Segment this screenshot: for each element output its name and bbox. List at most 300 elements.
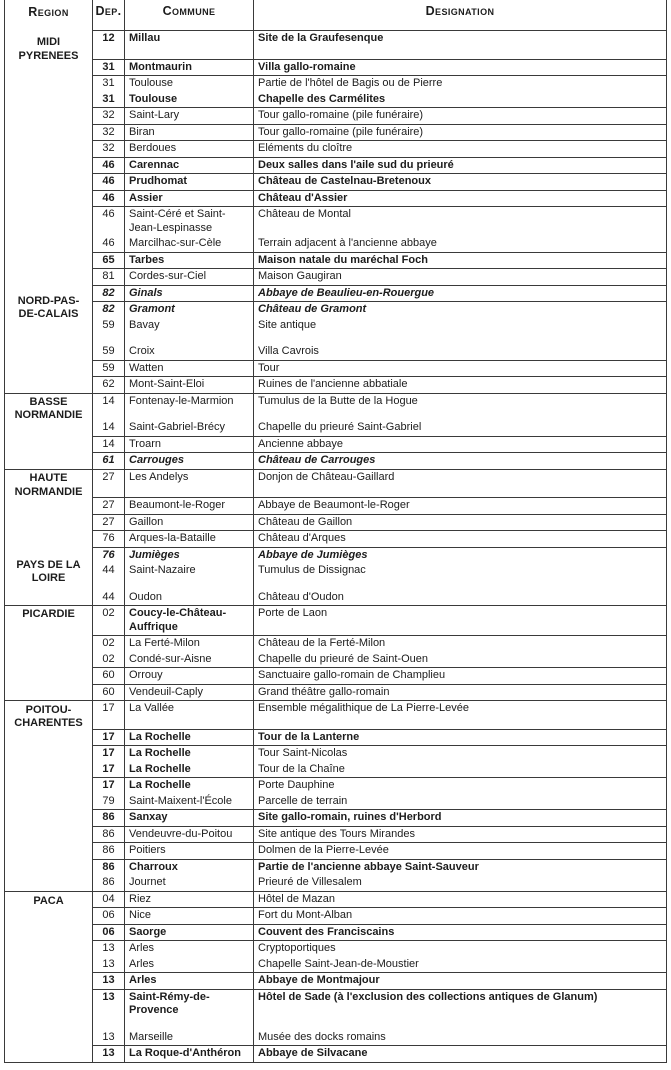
designation-cell: Dolmen de la Pierre-Levée [258, 844, 389, 856]
row-block [93, 989, 666, 1046]
table-row [93, 778, 666, 794]
table-row [93, 762, 666, 778]
region-label-line: BASSE [29, 395, 68, 408]
commune-cell: Ginals [125, 286, 254, 302]
table-row [93, 498, 666, 514]
dep-cell: 12 [93, 31, 125, 59]
table-row [93, 141, 666, 157]
row-block [93, 859, 666, 891]
region-label-line: PACA [33, 894, 64, 907]
commune-cell: Mont-Saint-Eloi [125, 377, 254, 393]
row-block [93, 75, 666, 107]
designation-cell: Ruines de l'ancienne abbatiale [258, 378, 408, 390]
commune-cell: La Vallée [125, 701, 254, 729]
row-block [93, 452, 666, 469]
designation-cell: Hôtel de Mazan [258, 892, 336, 905]
region-label [5, 472, 92, 499]
table-row [93, 636, 666, 652]
designation-cell: Partie de l'ancienne abbaye Saint-Sauveur [258, 860, 479, 873]
designation-cell: Fort du Mont-Alban [258, 909, 353, 921]
band-body [93, 606, 666, 700]
band-body [93, 394, 666, 469]
row-block [93, 436, 666, 453]
dep-cell: 46 [93, 158, 125, 174]
dep-cell: 17 [93, 730, 125, 746]
designation-cell: Tumulus de la Butte de la Hogue [258, 394, 418, 407]
row-block [93, 777, 666, 809]
dep-cell: 27 [93, 470, 125, 498]
row-block [93, 394, 666, 436]
dep-cell: 76 [93, 548, 125, 564]
row-block [93, 684, 666, 701]
designation-cell: Tour [258, 361, 280, 374]
row-block [93, 842, 666, 859]
commune-cell: Biran [125, 125, 254, 141]
row-block [93, 826, 666, 843]
dep-cell: 17 [93, 701, 125, 729]
commune-cell: Charroux [125, 860, 254, 876]
dep-cell: 46 [93, 236, 125, 252]
dep-cell: 81 [93, 269, 125, 285]
designation-cell: Chapelle Saint-Jean-de-Moustier [258, 957, 419, 970]
commune-cell: Watten [125, 361, 254, 377]
designation-cell: Donjon de Château-Gaillard [258, 470, 395, 483]
row-block [93, 124, 666, 141]
region-label-line: DE-CALAIS [18, 308, 79, 321]
designation-cell: Terrain adjacent à l'ancienne abbaye [258, 237, 437, 249]
table-row [93, 318, 666, 334]
commune-cell: Nice [125, 908, 254, 924]
region-label-line: NORMANDIE [14, 409, 83, 422]
table-row [93, 302, 666, 318]
commune-cell: Assier [125, 191, 254, 207]
region-cell [5, 31, 93, 393]
table-row [93, 990, 666, 1019]
row-block [93, 972, 666, 989]
dep-cell: 32 [93, 108, 125, 124]
commune-cell: Journet [125, 875, 254, 891]
row-block [93, 547, 666, 606]
row-block [93, 252, 666, 269]
designation-cell: Château d'Oudon [258, 590, 344, 603]
dep-cell: 02 [93, 636, 125, 652]
table-row [93, 92, 666, 108]
designation-cell: Maison Gaugiran [258, 270, 342, 282]
dep-cell: 14 [93, 394, 125, 410]
commune-cell: Prudhomat [125, 174, 254, 190]
designation-cell: Abbaye de Silvacane [258, 1047, 368, 1059]
table-row [93, 286, 666, 302]
table-row [93, 730, 666, 746]
region-band [5, 701, 666, 892]
table-row [93, 606, 666, 635]
designation-cell: Château d'Assier [258, 191, 348, 204]
table-row [93, 31, 666, 59]
designation-cell: Hôtel de Sade (à l'exclusion des collections antiques de Glanum) [258, 990, 598, 1003]
designation-cell: Couvent des Franciscains [258, 925, 395, 938]
row-block [93, 206, 666, 252]
row-block [93, 59, 666, 76]
region-band [5, 470, 666, 607]
table-row [93, 409, 666, 436]
row-block [93, 301, 666, 360]
designation-cell: Château de la Ferté-Milon [258, 637, 386, 649]
row-block [93, 1045, 666, 1062]
commune-cell: Beaumont-le-Roger [125, 498, 254, 514]
table-row [93, 892, 666, 908]
row-block [93, 729, 666, 746]
commune-cell: Fontenay-le-Marmion [125, 394, 254, 410]
region-label-line: PAYS DE LA [16, 558, 81, 571]
region-label-line: NORD-PAS- [17, 294, 80, 307]
dep-cell: 32 [93, 125, 125, 141]
region-label-line: CHARENTES [14, 717, 83, 730]
table-row [93, 810, 666, 826]
row-block [93, 497, 666, 514]
commune-cell: Montmaurin [125, 60, 254, 76]
dep-cell: 62 [93, 377, 125, 393]
dep-cell: 60 [93, 668, 125, 684]
designation-cell: Chapelle du prieuré Saint-Gabriel [258, 421, 422, 433]
table-row [93, 701, 666, 729]
band-body [93, 470, 666, 606]
row-block [93, 530, 666, 547]
commune-cell: La Rochelle [125, 746, 254, 762]
dep-cell: 59 [93, 333, 125, 360]
row-block [93, 157, 666, 174]
dep-cell: 59 [93, 318, 125, 334]
table-row [93, 827, 666, 843]
designation-cell: Parcelle de terrain [258, 794, 348, 807]
row-block [93, 635, 666, 667]
row-block [93, 268, 666, 285]
dep-cell: 06 [93, 925, 125, 941]
row-block [93, 667, 666, 684]
table-row [93, 158, 666, 174]
designation-cell: Prieuré de Villesalem [258, 876, 362, 888]
designation-cell: Grand théâtre gallo-romain [258, 685, 390, 698]
table-row [93, 1019, 666, 1046]
commune-cell: Poitiers [125, 843, 254, 859]
row-block [93, 285, 666, 302]
designation-cell: Abbaye de Beaulieu-en-Rouergue [258, 286, 435, 299]
commune-cell: Carrouges [125, 453, 254, 469]
designation-cell: Villa Cavrois [258, 345, 319, 357]
table-row [93, 333, 666, 360]
region-label-line: MIDI [36, 36, 61, 49]
column-header-region: Region [5, 0, 93, 31]
column-header-dep: Dep. [93, 0, 125, 31]
commune-cell: Saint-Maixent-l'École [125, 794, 254, 810]
row-block [93, 360, 666, 377]
designation-cell: Château de Castelnau-Bretenoux [258, 175, 431, 187]
commune-cell: Saint-Lary [125, 108, 254, 124]
designation-cell: Abbaye de Jumièges [258, 548, 368, 561]
commune-cell: Coucy-le-Château-Auffrique [125, 606, 254, 635]
table-row [93, 794, 666, 810]
designation-cell: Abbaye de Montmajour [258, 974, 380, 986]
commune-cell: Saint-Rémy-de-Provence [125, 990, 254, 1019]
table-row [93, 437, 666, 453]
dep-cell: 82 [93, 286, 125, 302]
band-body [93, 701, 666, 891]
table-row [93, 470, 666, 498]
column-header-designation: Designation [254, 0, 666, 31]
designation-cell: Porte de Laon [258, 607, 328, 619]
dep-cell: 02 [93, 652, 125, 668]
dep-cell: 86 [93, 810, 125, 826]
row-block [93, 190, 666, 207]
commune-cell: Oudon [125, 579, 254, 606]
region-cell [5, 470, 93, 606]
row-block [93, 173, 666, 190]
dep-cell: 13 [93, 941, 125, 957]
region-band [5, 892, 666, 1063]
commune-cell: Vendeuil-Caply [125, 685, 254, 701]
designation-cell: Musée des docks romains [258, 1030, 386, 1043]
commune-cell: Toulouse [125, 92, 254, 108]
table-row [93, 957, 666, 973]
designation-cell: Site antique des Tours Mirandes [258, 827, 415, 840]
commune-cell: Jumièges [125, 548, 254, 564]
region-band [5, 31, 666, 394]
designation-cell: Villa gallo-romaine [258, 60, 356, 73]
commune-cell: Arles [125, 941, 254, 957]
row-block [93, 701, 666, 729]
table-row [93, 746, 666, 762]
dep-cell: 17 [93, 746, 125, 762]
table-row [93, 361, 666, 377]
designation-cell: Site de la Graufesenque [258, 32, 384, 44]
designation-cell: Chapelle des Carmélites [258, 92, 386, 105]
dep-cell: 31 [93, 76, 125, 92]
commune-cell: Toulouse [125, 76, 254, 92]
row-block [93, 606, 666, 635]
region-cell [5, 701, 93, 891]
region-label [5, 559, 92, 586]
commune-cell: Bavay [125, 318, 254, 334]
table-row [93, 973, 666, 989]
dep-cell: 86 [93, 827, 125, 843]
region-cell [5, 606, 93, 700]
designation-cell: Cryptoportiques [258, 942, 336, 954]
row-block [93, 940, 666, 972]
dep-cell: 76 [93, 531, 125, 547]
row-block [93, 514, 666, 531]
commune-cell: Saint-Gabriel-Brécy [125, 409, 254, 436]
row-block [93, 892, 666, 908]
designation-cell: Château de Gramont [258, 303, 367, 315]
table-row [93, 531, 666, 547]
table-row [93, 394, 666, 410]
row-block [93, 107, 666, 124]
commune-cell: Saorge [125, 925, 254, 941]
designation-cell: Chapelle du prieuré de Saint-Ouen [258, 652, 429, 665]
row-block [93, 470, 666, 498]
dep-cell: 13 [93, 1019, 125, 1046]
region-label-line: POITOU- [25, 703, 72, 716]
dep-cell: 86 [93, 860, 125, 876]
dep-cell: 46 [93, 174, 125, 190]
table-row [93, 76, 666, 92]
commune-cell: La Rochelle [125, 778, 254, 794]
table-row [93, 563, 666, 579]
table-row [93, 860, 666, 876]
row-block [93, 745, 666, 777]
commune-cell: Vendeuvre-du-Poitou [125, 827, 254, 843]
region-label [5, 36, 92, 63]
region-label-line: PICARDIE [22, 607, 75, 620]
band-body [93, 31, 666, 393]
table-row [93, 269, 666, 285]
dep-cell: 13 [93, 957, 125, 973]
dep-cell: 44 [93, 563, 125, 579]
dep-cell: 14 [93, 409, 125, 436]
commune-cell: Marcilhac-sur-Cèle [125, 236, 254, 252]
commune-cell: Arles [125, 957, 254, 973]
designation-cell: Site antique [258, 318, 317, 331]
dep-cell: 65 [93, 253, 125, 269]
commune-cell: Les Andelys [125, 470, 254, 498]
commune-cell: Carennac [125, 158, 254, 174]
table-row [93, 174, 666, 190]
designation-cell: Château de Montal [258, 208, 351, 220]
dep-cell: 46 [93, 207, 125, 236]
table-row [93, 453, 666, 469]
dep-cell: 27 [93, 515, 125, 531]
row-block [93, 809, 666, 826]
region-label-line: NORMANDIE [14, 485, 83, 498]
dep-cell: 32 [93, 141, 125, 157]
table-row [93, 941, 666, 957]
designation-cell: Tumulus de Dissignac [258, 564, 366, 576]
commune-cell: Arles [125, 973, 254, 989]
commune-cell: Cordes-sur-Ciel [125, 269, 254, 285]
table-row [93, 668, 666, 684]
commune-cell: La Rochelle [125, 730, 254, 746]
dep-cell: 44 [93, 579, 125, 606]
dep-cell: 06 [93, 908, 125, 924]
dep-cell: 61 [93, 453, 125, 469]
designation-cell: Château d'Arques [258, 532, 346, 544]
row-block [93, 31, 666, 59]
dep-cell: 59 [93, 361, 125, 377]
region-label [5, 295, 92, 322]
table-row [93, 908, 666, 924]
designation-cell: Deux salles dans l'aile sud du prieuré [258, 158, 454, 171]
table-row [93, 843, 666, 859]
dep-cell: 13 [93, 973, 125, 989]
commune-cell: Saint-Céré et Saint-Jean-Lespinasse [125, 207, 254, 236]
table-row [93, 207, 666, 236]
region-band [5, 394, 666, 470]
dep-cell: 86 [93, 875, 125, 891]
dep-cell: 31 [93, 92, 125, 108]
dep-cell: 13 [93, 1046, 125, 1062]
designation-cell: Château de Carrouges [258, 454, 376, 466]
dep-cell: 13 [93, 990, 125, 1019]
dep-cell: 60 [93, 685, 125, 701]
dep-cell: 02 [93, 606, 125, 635]
table-row [93, 108, 666, 124]
commune-cell: Berdoues [125, 141, 254, 157]
region-band [5, 606, 666, 701]
table-row [93, 125, 666, 141]
designation-cell: Tour gallo-romaine (pile funéraire) [258, 125, 424, 138]
region-label [5, 704, 92, 731]
region-cell [5, 394, 93, 469]
commune-cell: Sanxay [125, 810, 254, 826]
designation-cell: Partie de l'hôtel de Bagis ou de Pierre [258, 77, 443, 89]
region-cell [5, 892, 93, 1062]
commune-cell: Orrouy [125, 668, 254, 684]
table-row [93, 377, 666, 393]
table-row [93, 1046, 666, 1062]
dep-cell: 14 [93, 437, 125, 453]
table-row [93, 191, 666, 207]
designation-cell: Tour de la Lanterne [258, 730, 360, 743]
designation-cell: Château de Gaillon [258, 515, 353, 528]
designation-cell: Ensemble mégalithique de La Pierre-Levée [258, 702, 469, 714]
table-row [93, 875, 666, 891]
designation-cell: Tour de la Chaîne [258, 762, 345, 775]
region-label [5, 608, 92, 622]
table-row [93, 236, 666, 252]
region-label-line: PYRENEES [18, 49, 79, 62]
dep-cell: 82 [93, 302, 125, 318]
table-row [93, 253, 666, 269]
table-row [93, 548, 666, 564]
designation-cell: Tour gallo-romaine (pile funéraire) [258, 109, 424, 121]
dep-cell: 17 [93, 778, 125, 794]
commune-cell: Tarbes [125, 253, 254, 269]
commune-cell: Riez [125, 892, 254, 908]
designation-cell: Sanctuaire gallo-romain de Champlieu [258, 669, 446, 681]
dep-cell: 31 [93, 60, 125, 76]
designation-cell: Site gallo-romain, ruines d'Herbord [258, 811, 442, 823]
region-label-line: HAUTE [29, 472, 68, 485]
dep-cell: 46 [93, 191, 125, 207]
designation-cell: Abbaye de Beaumont-le-Roger [258, 499, 410, 511]
designation-cell: Ancienne abbaye [258, 437, 344, 450]
table-header [5, 0, 666, 31]
commune-cell: Marseille [125, 1019, 254, 1046]
commune-cell: Arques-la-Bataille [125, 531, 254, 547]
row-block [93, 924, 666, 941]
dep-cell: 79 [93, 794, 125, 810]
table-row [93, 60, 666, 76]
table-row [93, 925, 666, 941]
commune-cell: Troarn [125, 437, 254, 453]
dep-cell: 17 [93, 762, 125, 778]
region-label-line: LOIRE [31, 572, 66, 585]
commune-cell: La Rochelle [125, 762, 254, 778]
row-block [93, 907, 666, 924]
commune-cell: Gaillon [125, 515, 254, 531]
table-row [93, 652, 666, 668]
dep-cell: 27 [93, 498, 125, 514]
table-row [93, 579, 666, 606]
table-row [93, 685, 666, 701]
row-block [93, 376, 666, 393]
column-header-commune: Commune [125, 0, 254, 31]
designation-cell: Porte Dauphine [258, 779, 335, 791]
table-body [5, 31, 666, 1063]
designation-cell: Tour Saint-Nicolas [258, 747, 348, 759]
monuments-table [4, 0, 667, 1063]
designation-cell: Maison natale du maréchal Foch [258, 253, 428, 266]
row-block [93, 140, 666, 157]
